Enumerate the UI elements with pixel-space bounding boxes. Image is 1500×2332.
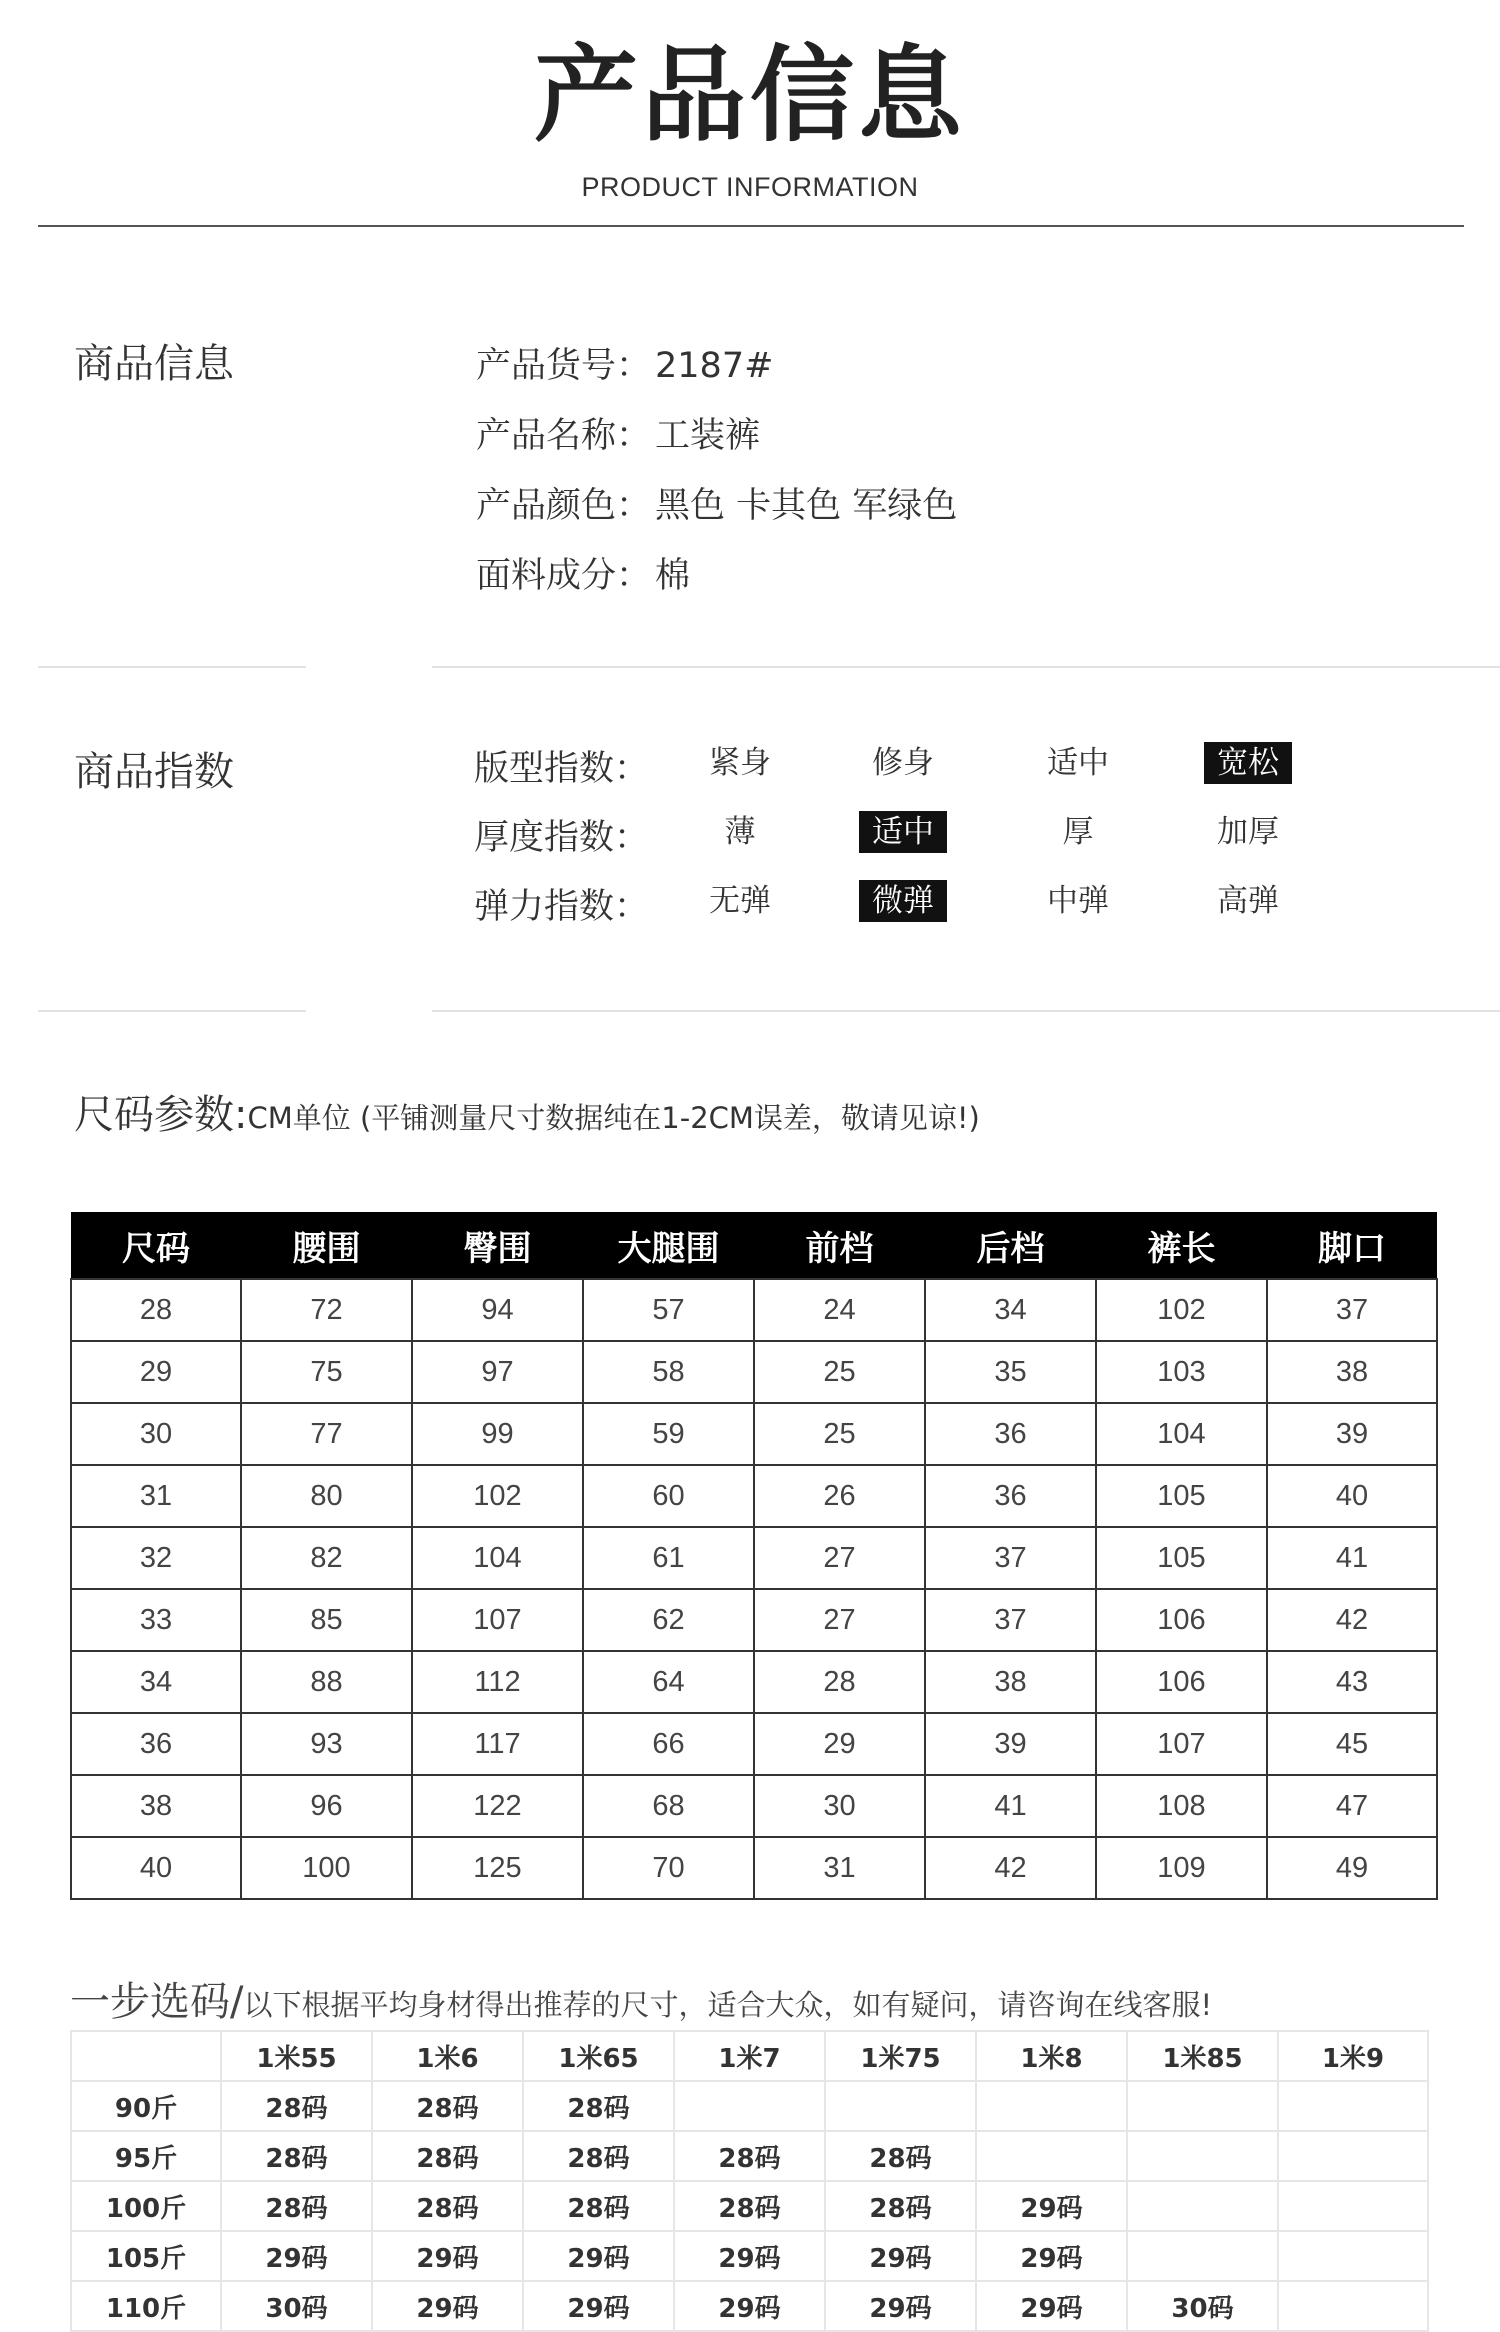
table-cell — [1278, 2181, 1428, 2231]
table-row — [71, 1341, 1437, 1403]
table-cell: 34 — [925, 1279, 1096, 1341]
table-cell: 29码 — [976, 2231, 1127, 2281]
table-cell: 29 — [754, 1713, 925, 1775]
table-cell: 28码 — [221, 2181, 372, 2231]
table-cell: 31 — [754, 1837, 925, 1899]
product-info-row — [476, 478, 957, 528]
table-cell: 38 — [1267, 1341, 1437, 1403]
table-cell: 39 — [925, 1713, 1096, 1775]
table-cell — [825, 2081, 976, 2131]
table-cell: 28码 — [523, 2131, 674, 2181]
table-cell: 72 — [241, 1279, 412, 1341]
size-column-header: 前档 — [754, 1212, 925, 1279]
table-cell: 29码 — [825, 2281, 976, 2331]
recommend-column-header: 1米55 — [221, 2031, 372, 2081]
recommend-heading-title: 一步选码/ — [70, 1979, 244, 2025]
table-cell: 40 — [71, 1837, 241, 1899]
table-row — [71, 1403, 1437, 1465]
size-table — [70, 1212, 1438, 1900]
table-cell: 29码 — [372, 2231, 523, 2281]
table-cell — [1278, 2281, 1428, 2331]
table-cell: 103 — [1096, 1341, 1267, 1403]
size-column-header: 脚口 — [1267, 1212, 1437, 1279]
section-divider-right-2 — [432, 1010, 1500, 1012]
size-table-header — [71, 1212, 1437, 1279]
table-cell: 28码 — [674, 2181, 825, 2231]
table-cell: 109 — [1096, 1837, 1267, 1899]
table-row — [71, 2281, 1428, 2331]
table-cell: 29码 — [221, 2231, 372, 2281]
table-row — [71, 1279, 1437, 1341]
recommend-table-body — [71, 2031, 1428, 2331]
table-cell: 27 — [754, 1589, 925, 1651]
product-info-value: 2187# — [655, 346, 774, 386]
table-cell: 85 — [241, 1589, 412, 1651]
index-row-label: 厚度指数： — [474, 818, 650, 858]
product-info-key: 产品颜色： — [476, 486, 652, 526]
table-cell: 32 — [71, 1527, 241, 1589]
table-cell: 37 — [1267, 1279, 1437, 1341]
section-divider-left-2 — [38, 1010, 306, 1012]
table-cell: 37 — [925, 1589, 1096, 1651]
table-row — [71, 2131, 1428, 2181]
table-cell: 25 — [754, 1403, 925, 1465]
table-cell: 59 — [583, 1403, 754, 1465]
section-divider-right — [432, 666, 1500, 668]
table-row — [71, 2181, 1428, 2231]
index-option: 高弹 — [1217, 883, 1279, 919]
table-cell: 29码 — [372, 2281, 523, 2331]
table-cell: 33 — [71, 1589, 241, 1651]
table-cell: 28码 — [372, 2131, 523, 2181]
index-option: 薄 — [724, 814, 756, 850]
table-row — [71, 1775, 1437, 1837]
recommend-column-header: 1米6 — [372, 2031, 523, 2081]
table-cell: 24 — [754, 1279, 925, 1341]
table-cell: 107 — [1096, 1713, 1267, 1775]
index-option-selected: 宽松 — [1204, 742, 1292, 784]
product-info-row — [476, 338, 773, 388]
recommend-table — [70, 2030, 1429, 2332]
table-cell: 57 — [583, 1279, 754, 1341]
product-info-row — [476, 548, 690, 598]
table-row — [71, 1837, 1437, 1899]
table-cell: 104 — [412, 1527, 583, 1589]
product-info-value: 黑色 卡其色 军绿色 — [655, 486, 958, 526]
product-info-key: 面料成分： — [476, 556, 652, 596]
table-cell — [1278, 2131, 1428, 2181]
table-cell: 62 — [583, 1589, 754, 1651]
table-row — [71, 1713, 1437, 1775]
table-row — [71, 1589, 1437, 1651]
table-cell: 122 — [412, 1775, 583, 1837]
table-cell: 70 — [583, 1837, 754, 1899]
table-cell: 93 — [241, 1713, 412, 1775]
table-cell: 28 — [71, 1279, 241, 1341]
table-cell: 38 — [71, 1775, 241, 1837]
table-cell: 125 — [412, 1837, 583, 1899]
table-cell: 28码 — [523, 2081, 674, 2131]
table-cell: 105 — [1096, 1527, 1267, 1589]
header-divider — [38, 225, 1464, 227]
table-row — [71, 1527, 1437, 1589]
table-cell: 27 — [754, 1527, 925, 1589]
recommend-header-row — [71, 2031, 1428, 2081]
product-info-row — [476, 408, 760, 458]
table-cell: 39 — [1267, 1403, 1437, 1465]
recommend-column-header: 1米65 — [523, 2031, 674, 2081]
recommend-column-header: 1米85 — [1127, 2031, 1278, 2081]
recommend-column-header: 1米9 — [1278, 2031, 1428, 2081]
table-cell: 117 — [412, 1713, 583, 1775]
table-cell: 106 — [1096, 1589, 1267, 1651]
product-info-key: 产品名称： — [476, 416, 652, 456]
table-cell: 100 — [241, 1837, 412, 1899]
page-subtitle: PRODUCT INFORMATION — [581, 172, 919, 202]
table-cell: 66 — [583, 1713, 754, 1775]
table-cell: 29码 — [976, 2181, 1127, 2231]
table-cell: 104 — [1096, 1403, 1267, 1465]
table-cell: 28码 — [372, 2181, 523, 2231]
table-cell: 29码 — [674, 2281, 825, 2331]
table-cell: 99 — [412, 1403, 583, 1465]
table-cell: 43 — [1267, 1651, 1437, 1713]
recommend-heading-note: 以下根据平均身材得出推荐的尺寸，适合大众，如有疑问，请咨询在线客服! — [243, 1988, 1213, 2022]
table-cell — [1278, 2231, 1428, 2281]
table-cell: 105斤 — [71, 2231, 221, 2281]
table-cell: 28码 — [221, 2081, 372, 2131]
table-cell: 42 — [1267, 1589, 1437, 1651]
table-cell: 36 — [925, 1465, 1096, 1527]
table-cell: 28 — [754, 1651, 925, 1713]
index-option-selected: 适中 — [859, 811, 947, 853]
table-cell: 26 — [754, 1465, 925, 1527]
table-cell: 30码 — [1127, 2281, 1278, 2331]
recommend-column-header — [71, 2031, 221, 2081]
table-cell: 61 — [583, 1527, 754, 1589]
table-cell — [1127, 2081, 1278, 2131]
table-row — [71, 2081, 1428, 2131]
table-cell: 88 — [241, 1651, 412, 1713]
size-column-header: 大腿围 — [583, 1212, 754, 1279]
size-column-header: 臀围 — [412, 1212, 583, 1279]
table-cell: 112 — [412, 1651, 583, 1713]
index-row-label: 弹力指数： — [474, 887, 650, 927]
table-cell: 37 — [925, 1527, 1096, 1589]
table-cell: 29码 — [523, 2281, 674, 2331]
table-cell: 36 — [925, 1403, 1096, 1465]
table-cell: 60 — [583, 1465, 754, 1527]
table-cell: 30 — [71, 1403, 241, 1465]
table-cell: 28码 — [674, 2131, 825, 2181]
index-option: 加厚 — [1217, 814, 1279, 850]
section-divider-left — [38, 666, 306, 668]
table-cell: 28码 — [372, 2081, 523, 2131]
table-cell — [1278, 2081, 1428, 2131]
table-cell: 42 — [925, 1837, 1096, 1899]
table-cell: 90斤 — [71, 2081, 221, 2131]
table-cell: 107 — [412, 1589, 583, 1651]
table-cell: 34 — [71, 1651, 241, 1713]
table-cell: 58 — [583, 1341, 754, 1403]
index-row-label: 版型指数： — [474, 749, 650, 789]
recommend-column-header: 1米75 — [825, 2031, 976, 2081]
recommend-column-header: 1米8 — [976, 2031, 1127, 2081]
index-option: 修身 — [872, 745, 934, 781]
recommend-heading — [70, 1970, 1212, 2027]
table-cell: 102 — [412, 1465, 583, 1527]
page-title: 产品信息 — [533, 34, 966, 156]
table-cell: 106 — [1096, 1651, 1267, 1713]
table-cell: 29码 — [976, 2281, 1127, 2331]
table-cell: 82 — [241, 1527, 412, 1589]
table-cell: 29 — [71, 1341, 241, 1403]
table-cell: 40 — [1267, 1465, 1437, 1527]
table-cell: 28码 — [825, 2181, 976, 2231]
table-cell: 102 — [1096, 1279, 1267, 1341]
table-cell: 28码 — [221, 2131, 372, 2181]
product-info-key: 产品货号： — [476, 346, 652, 386]
index-option: 适中 — [1047, 745, 1109, 781]
table-cell: 100斤 — [71, 2181, 221, 2231]
size-heading-title: 尺码参数: — [74, 1092, 248, 1138]
table-cell: 45 — [1267, 1713, 1437, 1775]
index-option-selected: 微弹 — [859, 880, 947, 922]
product-info-label: 商品信息 — [74, 341, 234, 387]
size-column-header: 腰围 — [241, 1212, 412, 1279]
table-cell: 96 — [241, 1775, 412, 1837]
table-cell — [976, 2081, 1127, 2131]
index-option: 紧身 — [709, 745, 771, 781]
table-cell: 95斤 — [71, 2131, 221, 2181]
table-cell: 105 — [1096, 1465, 1267, 1527]
product-info-value: 棉 — [655, 556, 691, 596]
table-cell — [1127, 2131, 1278, 2181]
size-table-body — [71, 1279, 1437, 1899]
table-cell: 29码 — [523, 2231, 674, 2281]
product-info-value: 工装裤 — [655, 416, 761, 456]
table-cell: 30 — [754, 1775, 925, 1837]
table-cell: 75 — [241, 1341, 412, 1403]
table-cell: 28码 — [523, 2181, 674, 2231]
table-row — [71, 2231, 1428, 2281]
recommend-column-header: 1米7 — [674, 2031, 825, 2081]
table-cell — [1127, 2181, 1278, 2231]
table-cell: 68 — [583, 1775, 754, 1837]
table-cell: 29码 — [825, 2231, 976, 2281]
size-heading-note: CM单位 (平铺测量尺寸数据纯在1-2CM误差，敬请见谅!) — [247, 1101, 980, 1135]
table-row — [71, 1651, 1437, 1713]
table-cell: 47 — [1267, 1775, 1437, 1837]
size-column-header: 尺码 — [71, 1212, 241, 1279]
table-cell: 25 — [754, 1341, 925, 1403]
table-cell: 35 — [925, 1341, 1096, 1403]
size-column-header: 后档 — [925, 1212, 1096, 1279]
table-cell: 77 — [241, 1403, 412, 1465]
table-cell — [674, 2081, 825, 2131]
table-cell: 41 — [1267, 1527, 1437, 1589]
size-heading — [74, 1083, 980, 1140]
table-cell: 64 — [583, 1651, 754, 1713]
index-option: 无弹 — [709, 883, 771, 919]
table-cell: 110斤 — [71, 2281, 221, 2331]
index-option: 厚 — [1062, 814, 1094, 850]
index-option: 中弹 — [1047, 883, 1109, 919]
product-index-label: 商品指数 — [74, 749, 234, 795]
table-cell: 29码 — [674, 2231, 825, 2281]
size-column-header: 裤长 — [1096, 1212, 1267, 1279]
table-cell — [976, 2131, 1127, 2181]
table-row — [71, 1465, 1437, 1527]
table-cell: 80 — [241, 1465, 412, 1527]
table-cell: 28码 — [825, 2131, 976, 2181]
table-cell — [1127, 2231, 1278, 2281]
table-cell: 41 — [925, 1775, 1096, 1837]
table-cell: 49 — [1267, 1837, 1437, 1899]
table-cell: 36 — [71, 1713, 241, 1775]
table-cell: 38 — [925, 1651, 1096, 1713]
table-cell: 108 — [1096, 1775, 1267, 1837]
table-cell: 31 — [71, 1465, 241, 1527]
table-cell: 97 — [412, 1341, 583, 1403]
table-cell: 30码 — [221, 2281, 372, 2331]
table-cell: 94 — [412, 1279, 583, 1341]
